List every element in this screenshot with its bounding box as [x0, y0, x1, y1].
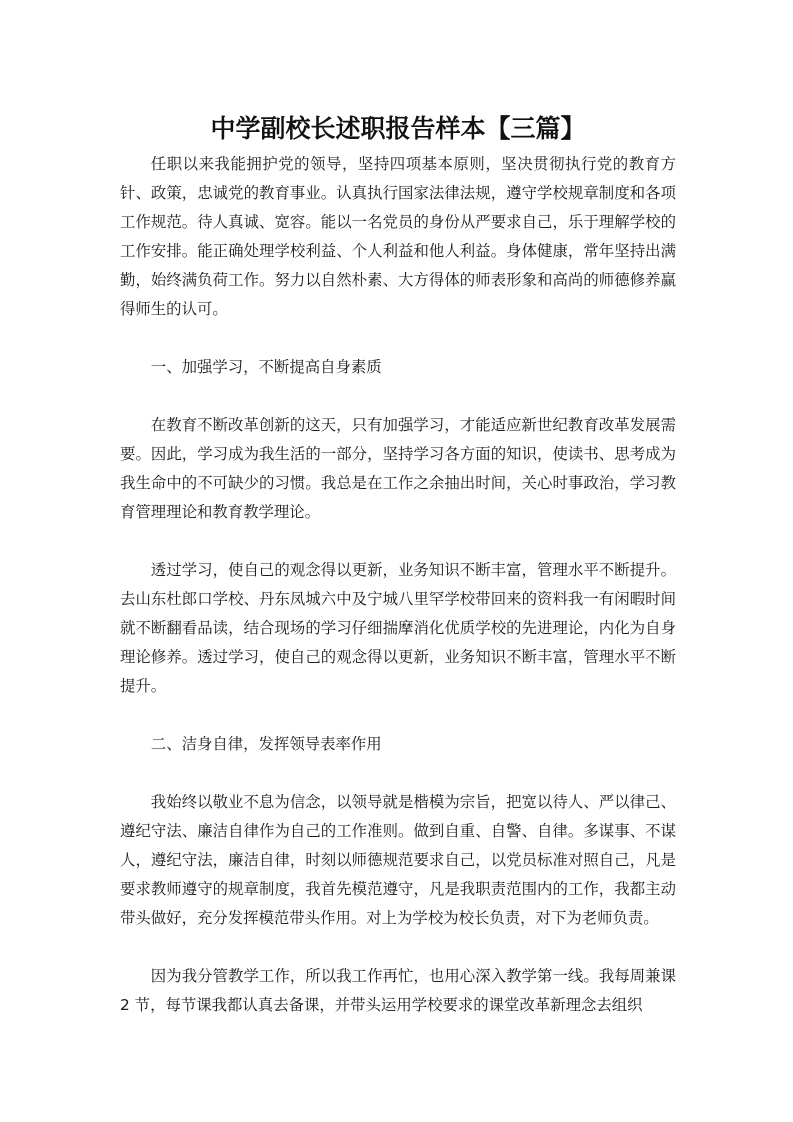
paragraph-gap [120, 324, 676, 353]
paragraph-intro: 任职以来我能拥护党的领导，坚持四项基本原则，坚决贯彻执行党的教育方针、政策，忠诚党的教育事业。认真执行国家法律法规，遵守学校规章制度和各项工作规范。待人真诚、宽容。能以一名党员的身份从严要求自己，乐于理解学校的工作安排。能正确处理学校利益、个人利益和他人利益。身体健康，常年坚持出满勤，始终满负荷工作。努力以自然朴素、大方得体的师表形象和高尚的师德修养赢得师生的认可。 [120, 155, 676, 318]
paragraph-gap [120, 701, 676, 730]
document-page [120, 112, 676, 1020]
paragraph-gap [120, 382, 676, 411]
paragraph-study-1: 在教育不断改革创新的这天，只有加强学习，才能适应新世纪教育改革发展需要。因此，学习成为我生活的一部分，坚持学习各方面的知识，使读书、思考成为我生命中的不可缺少的习惯。我总是在工作之余抽出时间，关心时事政治，学习教育管理理论和教育教学理论。 [120, 416, 676, 521]
section-heading-1: 一、加强学习，不断提高自身素质 [150, 358, 382, 376]
paragraph-discipline-2: 因为我分管教学工作，所以我工作再忙，也用心深入教学第一线。我每周兼课 2 节，每节课我都认真去备课，并带头运用学校要求的课堂改革新理念去组织 [120, 967, 676, 1014]
paragraph-gap [120, 759, 676, 788]
paragraph-gap [120, 933, 676, 962]
paragraph-gap [120, 527, 676, 556]
paragraph-study-2: 透过学习，使自己的观念得以更新，业务知识不断丰富，管理水平不断提升。去山东杜郎口学校、丹东凤城六中及宁城八里罕学校带回来的资料我一有闲暇时间就不断翻看品读，结合现场的学习仔细揣摩消化优质学校的先进理论，内化为自身理论修养。透过学习，使自己的观念得以更新，业务知识不断丰富，管理水平不断提升。 [120, 561, 676, 695]
document-title: 中学副校长述职报告样本【三篇】 [210, 114, 586, 143]
paragraph-discipline-1: 我始终以敬业不息为信念，以领导就是楷模为宗旨，把宽以待人、严以律己、遵纪守法、廉洁自律作为自己的工作准则。做到自重、自警、自律。多谋事、不谋人，遵纪守法，廉洁自律，时刻以师德规范要求自己，以党员标准对照自己，凡是要求教师遵守的规章制度，我首先模范遵守，凡是我职责范围内的工作，我都主动带头做好，充分发挥模范带头作用。对上为学校为校长负责，对下为老师负责。 [120, 793, 676, 927]
section-heading-2: 二、洁身自律，发挥领导表率作用 [150, 735, 382, 753]
